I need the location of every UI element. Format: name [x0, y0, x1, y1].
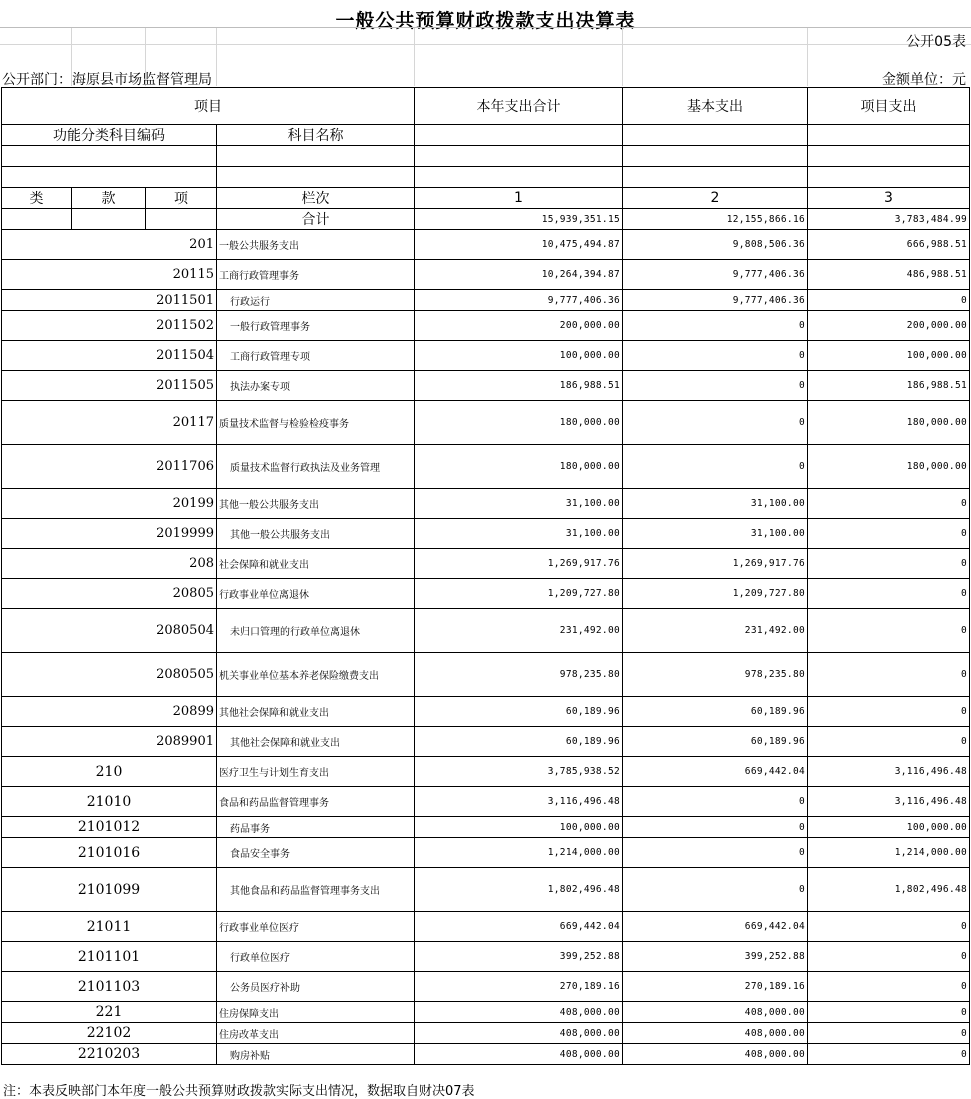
table-row: [2, 260, 970, 290]
subject-name: 社会保障和就业支出: [217, 549, 415, 579]
subject-code: 2089901: [2, 727, 217, 757]
amount-project: 0: [808, 912, 970, 942]
amount-basic: 408,000.00: [623, 1002, 808, 1023]
amount-project: 0: [808, 727, 970, 757]
subject-code: 22102: [2, 1023, 217, 1044]
amount-project: 180,000.00: [808, 445, 970, 489]
amount-basic: 0: [623, 371, 808, 401]
table-row: [2, 445, 970, 489]
amount-basic: 9,777,406.36: [623, 290, 808, 311]
table-row: [2, 609, 970, 653]
header-xiang: 项: [146, 188, 217, 209]
amount-project: 0: [808, 609, 970, 653]
amount-project: 1,214,000.00: [808, 838, 970, 868]
subject-name: 其他一般公共服务支出: [217, 489, 415, 519]
amount-project: 180,000.00: [808, 401, 970, 445]
amount-total: 9,777,406.36: [415, 290, 623, 311]
subject-name: 行政事业单位医疗: [217, 912, 415, 942]
amount-basic: 0: [623, 838, 808, 868]
expenditure-table: [1, 87, 970, 1065]
amount-basic: 60,189.96: [623, 727, 808, 757]
amount-basic: 31,100.00: [623, 489, 808, 519]
amount-total: 1,802,496.48: [415, 868, 623, 912]
subject-name: 住房改革支出: [217, 1023, 415, 1044]
table-row: [2, 341, 970, 371]
subject-name: 住房保障支出: [217, 1002, 415, 1023]
table-row: [2, 942, 970, 972]
header-col-label: 栏次: [217, 188, 415, 209]
table-row: [2, 311, 970, 341]
department-label: 公开部门：海原县市场监督管理局: [2, 72, 212, 88]
amount-basic: 399,252.88: [623, 942, 808, 972]
header-total: 本年支出合计: [415, 88, 623, 125]
subject-name: 行政运行: [217, 290, 415, 311]
table-row: [2, 1002, 970, 1023]
table-row: [2, 1044, 970, 1065]
subject-name: 其他一般公共服务支出: [217, 519, 415, 549]
subject-name: 机关事业单位基本养老保险缴费支出: [217, 653, 415, 697]
subject-code: 2011706: [2, 445, 217, 489]
amount-total: 186,988.51: [415, 371, 623, 401]
amount-total: 31,100.00: [415, 489, 623, 519]
table-row: [2, 489, 970, 519]
amount-basic: 1,269,917.76: [623, 549, 808, 579]
amount-total: 100,000.00: [415, 341, 623, 371]
table-row: [2, 817, 970, 838]
table-row: [2, 838, 970, 868]
amount-basic: 270,189.16: [623, 972, 808, 1002]
table-row: [2, 549, 970, 579]
subject-name: 其他社会保障和就业支出: [217, 727, 415, 757]
amount-basic: 408,000.00: [623, 1023, 808, 1044]
subject-name: 药品事务: [217, 817, 415, 838]
subject-code: 2011504: [2, 341, 217, 371]
amount-total: 200,000.00: [415, 311, 623, 341]
amount-project: 100,000.00: [808, 341, 970, 371]
table-row: [2, 1023, 970, 1044]
amount-basic: 9,808,506.36: [623, 230, 808, 260]
amount-total: 31,100.00: [415, 519, 623, 549]
subject-name: 工商行政管理事务: [217, 260, 415, 290]
amount-total: 408,000.00: [415, 1044, 623, 1065]
amount-project: 0: [808, 1023, 970, 1044]
subject-code: 20115: [2, 260, 217, 290]
table-row: [2, 653, 970, 697]
amount-basic: 669,442.04: [623, 912, 808, 942]
subject-code: 2019999: [2, 519, 217, 549]
amount-project: 100,000.00: [808, 817, 970, 838]
subject-code: 2101099: [2, 868, 217, 912]
subject-name: 其他食品和药品监督管理事务支出: [217, 868, 415, 912]
amount-basic: 0: [623, 445, 808, 489]
amount-project: 0: [808, 1044, 970, 1065]
header-item: 项目: [2, 88, 415, 125]
amount-total: 1,214,000.00: [415, 838, 623, 868]
amount-project: 3,116,496.48: [808, 787, 970, 817]
amount-basic: 0: [623, 341, 808, 371]
amount-basic: 231,492.00: [623, 609, 808, 653]
subject-name: 执法办案专项: [217, 371, 415, 401]
subject-name: 食品安全事务: [217, 838, 415, 868]
amount-project: 0: [808, 972, 970, 1002]
subject-code: 210: [2, 757, 217, 787]
amount-total: 60,189.96: [415, 727, 623, 757]
amount-total: 3,785,938.52: [415, 757, 623, 787]
subject-code: 2210203: [2, 1044, 217, 1065]
amount-total: 408,000.00: [415, 1023, 623, 1044]
table-row: [2, 727, 970, 757]
subject-name: 一般行政管理事务: [217, 311, 415, 341]
amount-basic: 978,235.80: [623, 653, 808, 697]
amount-total: 399,252.88: [415, 942, 623, 972]
currency-unit-label: 金额单位：元: [882, 72, 966, 88]
amount-project: 0: [808, 549, 970, 579]
subject-name: 购房补贴: [217, 1044, 415, 1065]
subject-code: 2101016: [2, 838, 217, 868]
table-row: [2, 290, 970, 311]
amount-project: 186,988.51: [808, 371, 970, 401]
amount-basic: 0: [623, 787, 808, 817]
amount-project: 3,116,496.48: [808, 757, 970, 787]
amount-total: 1,269,917.76: [415, 549, 623, 579]
subject-code: 2080504: [2, 609, 217, 653]
amount-total: 100,000.00: [415, 817, 623, 838]
subject-code: 221: [2, 1002, 217, 1023]
total-project: 3,783,484.99: [808, 209, 970, 230]
subject-name: 一般公共服务支出: [217, 230, 415, 260]
report-title: 一般公共预算财政拨款支出决算表: [335, 10, 636, 32]
amount-basic: 9,777,406.36: [623, 260, 808, 290]
amount-project: 666,988.51: [808, 230, 970, 260]
subject-code: 2011502: [2, 311, 217, 341]
table-row: [2, 579, 970, 609]
table-row: [2, 868, 970, 912]
total-basic: 12,155,866.16: [623, 209, 808, 230]
subject-code: 20805: [2, 579, 217, 609]
amount-project: 200,000.00: [808, 311, 970, 341]
subject-code: 2080505: [2, 653, 217, 697]
amount-basic: 0: [623, 401, 808, 445]
amount-project: 1,802,496.48: [808, 868, 970, 912]
amount-total: 1,209,727.80: [415, 579, 623, 609]
footnote: 注：本表反映部门本年度一般公共预算财政拨款实际支出情况，数据取自财决07表: [3, 1084, 475, 1099]
amount-total: 180,000.00: [415, 401, 623, 445]
header-subject-name: 科目名称: [217, 125, 415, 146]
subject-code: 21010: [2, 787, 217, 817]
subject-name: 未归口管理的行政单位离退休: [217, 609, 415, 653]
amount-total: 3,116,496.48: [415, 787, 623, 817]
amount-total: 408,000.00: [415, 1002, 623, 1023]
form-number: 公开05表: [906, 34, 966, 50]
table-row: [2, 972, 970, 1002]
header-kuan: 款: [72, 188, 146, 209]
subject-name: 医疗卫生与计划生育支出: [217, 757, 415, 787]
amount-project: 0: [808, 942, 970, 972]
subject-name: 质量技术监督与检验检疫事务: [217, 401, 415, 445]
subject-code: 2011501: [2, 290, 217, 311]
table-row: [2, 401, 970, 445]
amount-basic: 408,000.00: [623, 1044, 808, 1065]
table-row: [2, 757, 970, 787]
subject-code: 2101101: [2, 942, 217, 972]
table-row: [2, 697, 970, 727]
subject-name: 行政事业单位离退休: [217, 579, 415, 609]
subject-code: 20117: [2, 401, 217, 445]
header-col-1: 1: [415, 188, 623, 209]
subject-code: 20199: [2, 489, 217, 519]
amount-total: 978,235.80: [415, 653, 623, 697]
amount-basic: 0: [623, 311, 808, 341]
header-project: 项目支出: [808, 88, 970, 125]
subject-code: 2101103: [2, 972, 217, 1002]
total-label: 合计: [217, 209, 415, 230]
subject-name: 质量技术监督行政执法及业务管理: [217, 445, 415, 489]
amount-basic: 0: [623, 868, 808, 912]
amount-project: 0: [808, 1002, 970, 1023]
header-basic: 基本支出: [623, 88, 808, 125]
amount-total: 180,000.00: [415, 445, 623, 489]
amount-total: 231,492.00: [415, 609, 623, 653]
amount-project: 0: [808, 489, 970, 519]
table-row: [2, 519, 970, 549]
amount-basic: 669,442.04: [623, 757, 808, 787]
header-col-3: 3: [808, 188, 970, 209]
header-lei: 类: [2, 188, 72, 209]
subject-name: 食品和药品监督管理事务: [217, 787, 415, 817]
total-row: [2, 209, 970, 230]
table-row: [2, 787, 970, 817]
amount-project: 0: [808, 653, 970, 697]
subject-name: 行政单位医疗: [217, 942, 415, 972]
amount-basic: 60,189.96: [623, 697, 808, 727]
subject-code: 2101012: [2, 817, 217, 838]
amount-total: 10,264,394.87: [415, 260, 623, 290]
header-col-2: 2: [623, 188, 808, 209]
amount-basic: 31,100.00: [623, 519, 808, 549]
amount-project: 0: [808, 290, 970, 311]
amount-project: 0: [808, 697, 970, 727]
amount-total: 10,475,494.87: [415, 230, 623, 260]
subject-name: 其他社会保障和就业支出: [217, 697, 415, 727]
subject-name: 公务员医疗补助: [217, 972, 415, 1002]
table-row: [2, 371, 970, 401]
amount-basic: 0: [623, 817, 808, 838]
amount-basic: 1,209,727.80: [623, 579, 808, 609]
subject-code: 208: [2, 549, 217, 579]
amount-total: 669,442.04: [415, 912, 623, 942]
subject-code: 20899: [2, 697, 217, 727]
table-row: [2, 230, 970, 260]
table-row: [2, 912, 970, 942]
total-amount: 15,939,351.15: [415, 209, 623, 230]
amount-total: 270,189.16: [415, 972, 623, 1002]
subject-code: 2011505: [2, 371, 217, 401]
amount-total: 60,189.96: [415, 697, 623, 727]
header-func-code: 功能分类科目编码: [2, 125, 217, 146]
amount-project: 0: [808, 579, 970, 609]
amount-project: 0: [808, 519, 970, 549]
subject-code: 21011: [2, 912, 217, 942]
subject-code: 201: [2, 230, 217, 260]
subject-name: 工商行政管理专项: [217, 341, 415, 371]
amount-project: 486,988.51: [808, 260, 970, 290]
